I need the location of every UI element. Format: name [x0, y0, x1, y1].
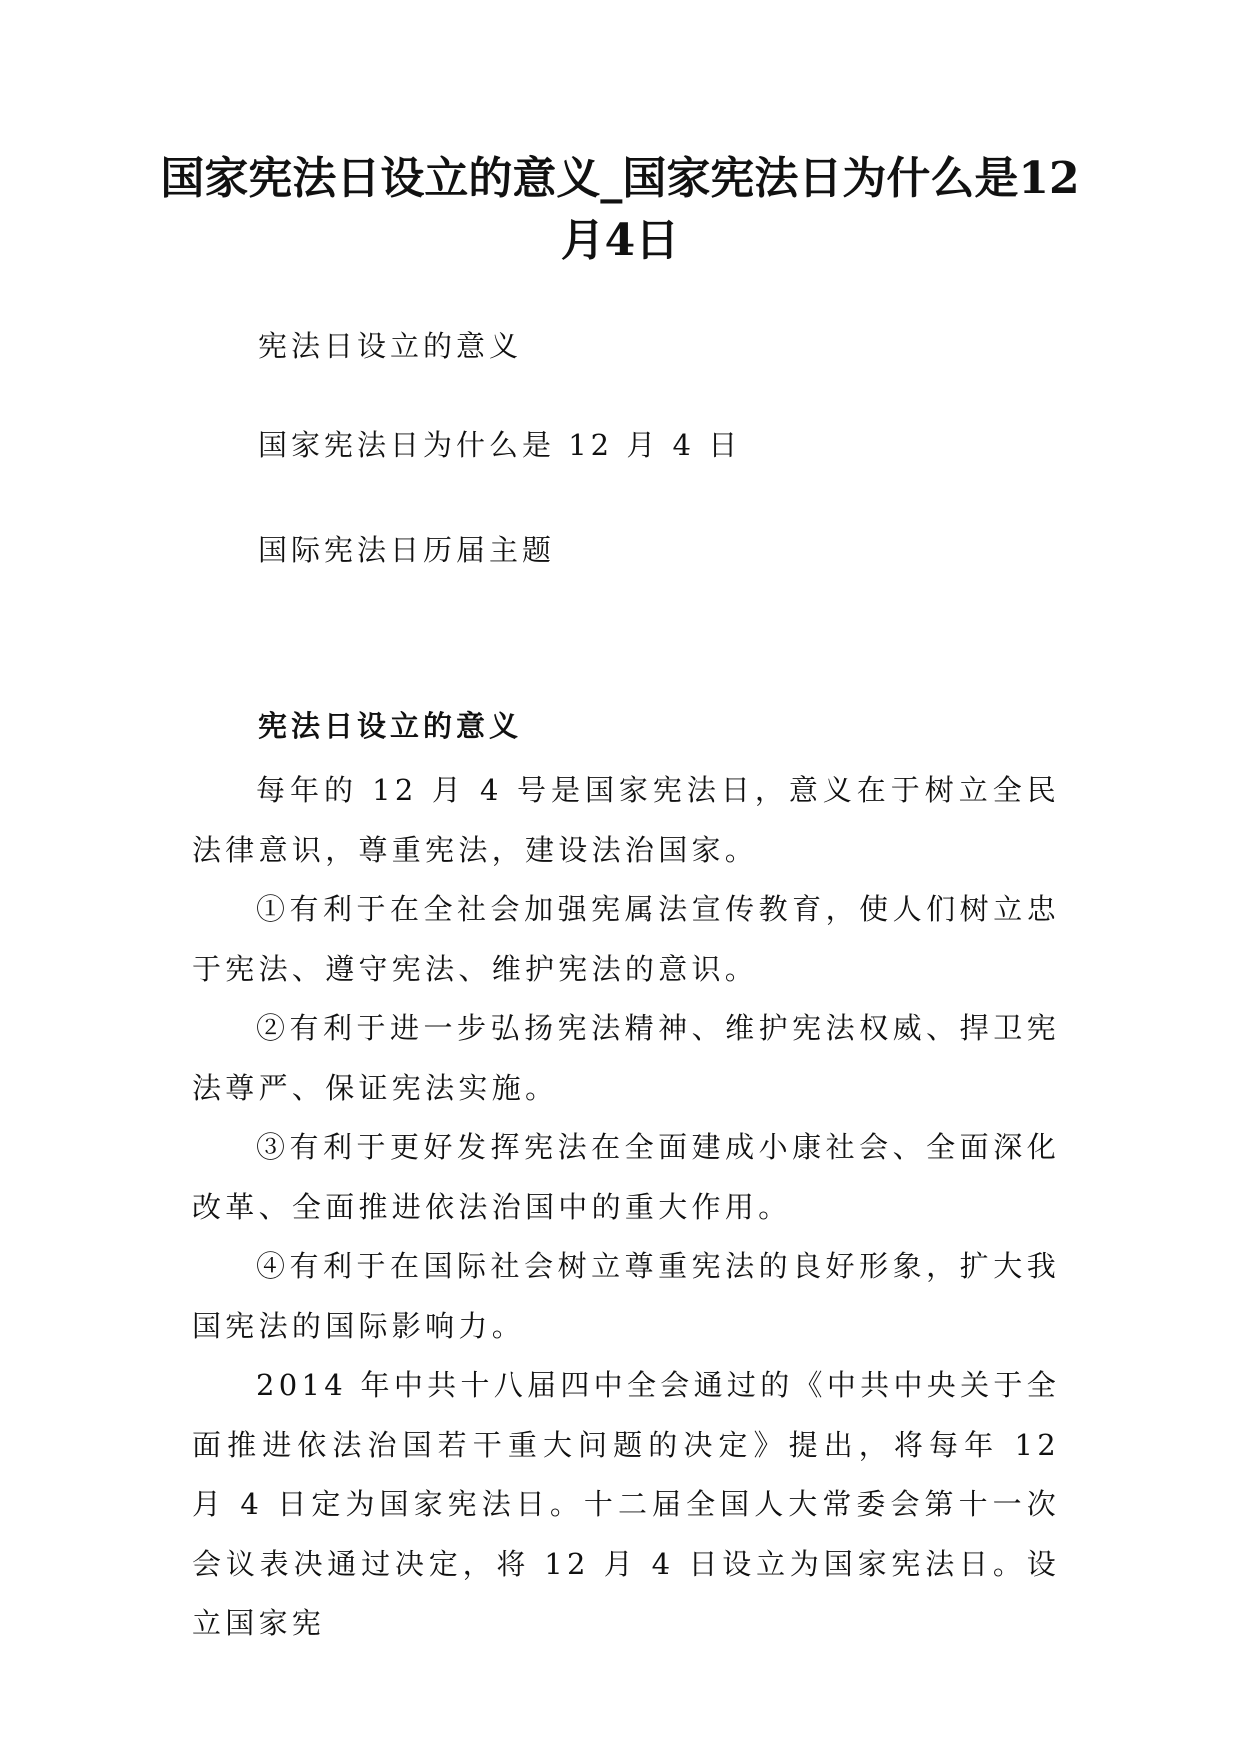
toc-item-themes: 国际宪法日历届主题: [258, 533, 556, 567]
body-text: [192, 761, 1060, 1654]
paragraph: ①有利于在全社会加强宪属法宣传教育，使人们树立忠于宪法、遵守宪法、维护宪法的意识。: [192, 892, 1060, 986]
paragraph: 2014 年中共十八届四中全会通过的《中共中央关于全面推进依法治国若干重大问题的决定》提出，将每年 12 月 4 日定为国家宪法日。十二届全国人大常委会第十一次会议表决通过决定，将 12 月 4 日设立为国家宪法日。设立国家宪: [192, 1368, 1060, 1640]
paragraph: ④有利于在国际社会树立尊重宪法的良好形象，扩大我国宪法的国际影响力。: [192, 1249, 1060, 1343]
toc-item-why-dec-4: 国家宪法日为什么是 12 月 4 日: [258, 428, 742, 462]
paragraph: 每年的 12 月 4 号是国家宪法日，意义在于树立全民法律意识，尊重宪法，建设法治国家。: [192, 773, 1060, 867]
paragraph: ②有利于进一步弘扬宪法精神、维护宪法权威、捍卫宪法尊严、保证宪法实施。: [192, 1011, 1060, 1105]
section-heading: 宪法日设立的意义: [258, 709, 523, 743]
toc-item-significance: 宪法日设立的意义: [258, 329, 523, 363]
paragraph: ③有利于更好发挥宪法在全面建成小康社会、全面深化改革、全面推进依法治国中的重大作用。: [192, 1130, 1060, 1224]
document-title: 国家宪法日设立的意义_国家宪法日为什么是12月4日: [160, 153, 1080, 266]
